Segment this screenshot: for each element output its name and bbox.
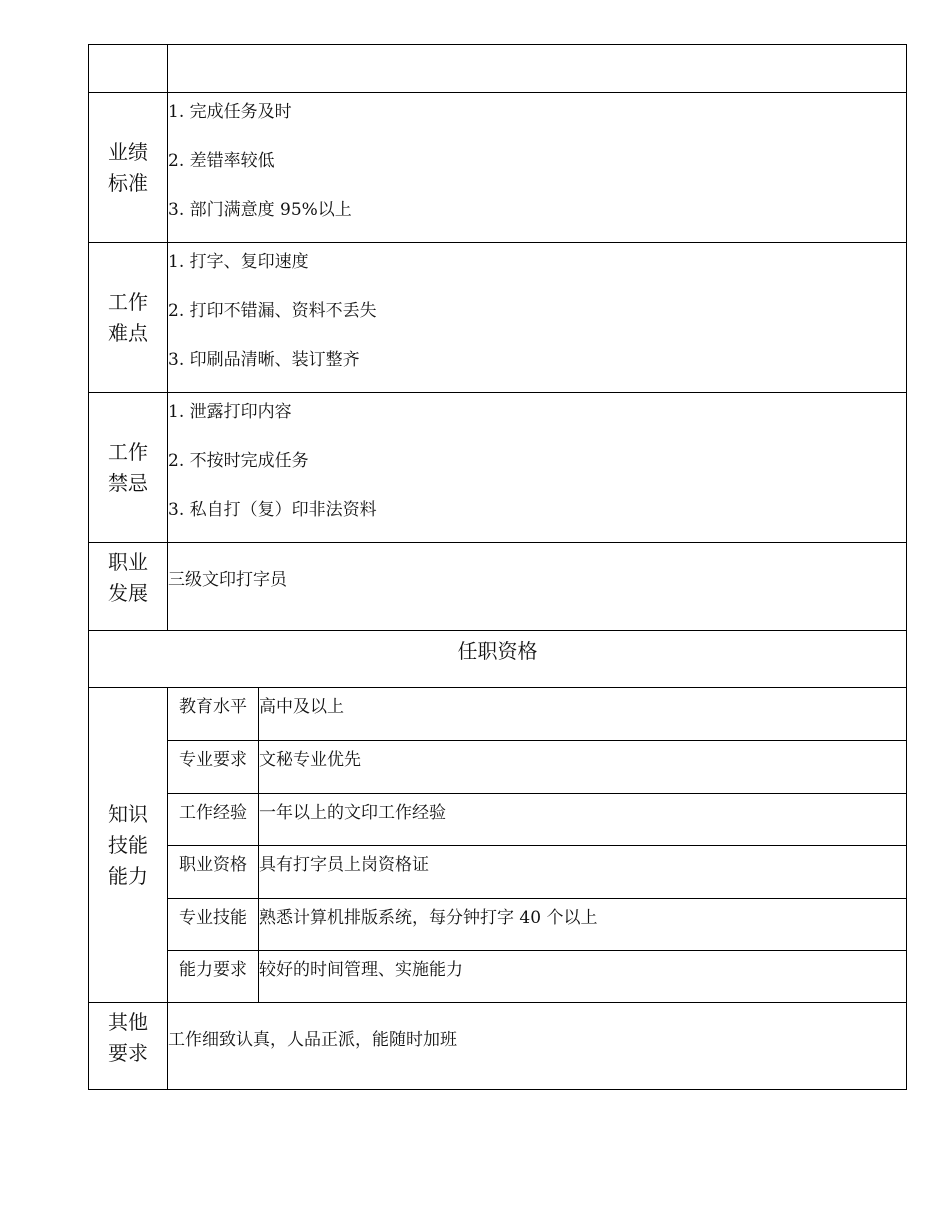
qualifications-title: 任职资格 [457,639,538,663]
performance-item: 3. 部门满意度 95%以上 [168,200,352,220]
performance-label: 业绩标准 [89,93,168,242]
taboo-item: 2. 不按时完成任务 [168,451,309,471]
qualifications-title-row [89,630,906,687]
job-description-table [88,44,907,1090]
qualification-label: 专业要求 [168,741,259,793]
performance-item: 1. 完成任务及时 [168,102,292,122]
qualification-label: 专业技能 [168,899,259,950]
qualification-value: 文秘专业优先 [259,750,361,770]
qualification-item [168,688,906,740]
taboo-value [168,393,906,542]
qualification-value: 熟悉计算机排版系统，每分钟打字 40 个以上 [259,908,598,928]
blank-row [89,45,906,92]
qualification-item [168,845,906,898]
performance-row [89,92,906,242]
other-value [168,1003,906,1090]
qualification-item [168,950,906,1003]
difficulty-item: 2. 打印不错漏、资料不丢失 [168,301,377,321]
qualification-item [168,793,906,845]
qualification-label: 教育水平 [168,688,259,740]
career-row [89,542,906,630]
performance-item: 2. 差错率较低 [168,151,275,171]
career-label: 职业发展 [89,543,168,630]
qualification-label: 工作经验 [168,794,259,845]
blank-row-value [168,45,906,92]
taboo-label: 工作禁忌 [89,393,168,542]
difficulty-item: 3. 印刷品清晰、装订整齐 [168,350,360,370]
qualification-label: 职业资格 [168,846,259,898]
career-value [168,543,906,630]
difficulty-label: 工作难点 [89,243,168,392]
qualifications-group-label: 知识技能能力 [89,688,168,1002]
difficulty-value [168,243,906,392]
blank-row-label [89,45,168,92]
qualifications-row [89,687,906,1002]
qualification-item [168,898,906,950]
qualification-value: 一年以上的文印工作经验 [259,803,446,823]
difficulty-item: 1. 打字、复印速度 [168,252,309,272]
difficulty-row [89,242,906,392]
taboo-item: 1. 泄露打印内容 [168,402,292,422]
qualification-value: 高中及以上 [259,697,344,717]
qualification-value: 具有打字员上岗资格证 [259,855,429,875]
qualification-item [168,740,906,793]
taboo-row [89,392,906,542]
performance-value [168,93,906,242]
qualification-value: 较好的时间管理、实施能力 [259,960,463,980]
other-text: 工作细致认真，人品正派，能随时加班 [168,1030,457,1050]
taboo-item: 3. 私自打（复）印非法资料 [168,500,377,520]
qualification-label: 能力要求 [168,951,259,1003]
other-label: 其他要求 [89,1003,168,1090]
career-text: 三级文印打字员 [168,570,287,590]
other-row [89,1002,906,1090]
